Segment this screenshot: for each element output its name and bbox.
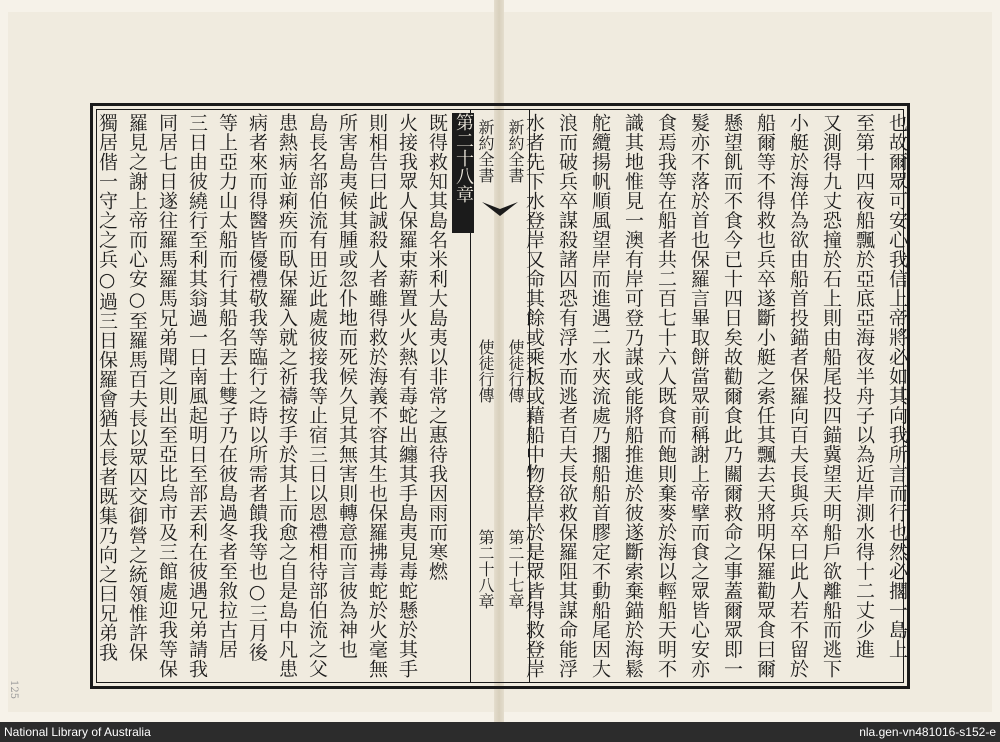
text-column: 也故爾眾可安心我信上帝將必如其向我所言而行也然必擱一島上 [886, 113, 908, 659]
folio-mark: 125 [8, 680, 19, 700]
text-column: 浪而破兵卒謀殺諸囚恐有浮水而逃者百夫長欲救保羅阻其謀命能浮 [556, 113, 578, 679]
text-column: 同居七日遂往羅馬羅馬兄弟聞之則出至亞比烏市及三館處迎我等保 [156, 113, 178, 679]
footer-identifier: nla.gen-vn481016-s152-e [859, 725, 996, 739]
text-column: 至第十四夜船飄於亞底亞海夜半舟子以為近岸測水得十二丈少進 [853, 113, 875, 659]
running-title-left: 新約全書 [476, 119, 495, 183]
center-fold-column [470, 109, 530, 683]
text-column: 又測得九丈恐撞於石上則由船尾投四錨冀望天明船戶欲離船而逃下 [820, 113, 842, 679]
text-column: 病者來而得醫皆優禮敬我等臨行之時以所需者饋我等也○三月後 [246, 113, 268, 662]
text-column: 船爾等不得救也兵卒遂斷小艇之索任其飄去天將明保羅勸眾食曰爾 [754, 113, 776, 679]
text-column: 火接我眾人保羅束薪置火火熱有毒蛇出纏其手島夷見毒蛇懸於其手 [396, 113, 418, 679]
text-column: 所害島夷候其腫或忽仆地而死候久見其無害則轉意而言彼為神也 [336, 113, 358, 659]
text-column: 獨居偕一守之之兵○過三日保羅會猶太長者既集乃向之曰兄弟我 [96, 113, 118, 662]
text-column: 髮亦不落於首也保羅言畢取餅當眾前稱謝上帝擘而食之眾皆心安亦 [688, 113, 710, 679]
chapter-heading: 第二十八章 [452, 113, 474, 233]
footer-bar [0, 722, 1000, 742]
fishtail-mark-icon [480, 200, 520, 218]
footer-library-name: National Library of Australia [4, 725, 151, 739]
chapter-label-left: 第二十八章 [476, 529, 495, 609]
section-title-left: 使徒行傳 [476, 339, 495, 403]
text-column: 小艇於海佯為欲由船首投錨者保羅向百夫長與兵卒曰此人若不留於 [787, 113, 809, 679]
text-column: 患熱病並痢疾而臥保羅入就之祈禱按手於其上而愈之自是島中凡患 [276, 113, 298, 679]
text-column: 則相告曰此誠殺人者雖得救於海義不容其生也保羅拂毒蛇於火毫無 [366, 113, 388, 679]
text-column: 既得救知其島名米利大島夷以非常之惠待我因雨而寒燃 [426, 113, 448, 581]
text-column: 舵纜揚帆順風望岸而進遇二水夾流處乃擱船船首膠定不動船尾因大 [589, 113, 611, 679]
text-column: 等上亞力山太船而行其船名丟士雙子乃在彼島過冬者至敘拉古居 [216, 113, 238, 659]
text-column: 食焉我等在船者共二百七十六人既食而飽則棄麥於海以輕船天明不 [655, 113, 677, 679]
text-column: 羅見之謝上帝而心安○至羅馬百夫長以眾囚交御營之統領惟許保 [126, 113, 148, 662]
text-column: 水者先下水登岸又命其餘或乘板或藉船中物登岸於是眾皆得救登岸 [523, 113, 545, 679]
text-column: 島長名部伯流有田近此處彼接我等止宿三日以恩禮相待部伯流之父 [306, 113, 328, 679]
text-column: 識其地惟見一澳有岸可登乃謀或能將船推進於彼遂斷索棄錨於海鬆 [622, 113, 644, 679]
text-column: 三日由彼繞行至利其翁過一日南風起明日至部丟利在彼遇兄弟請我 [186, 113, 208, 679]
text-column: 懸望飢而不食今已十四日矣故勸爾食此乃關爾救命之事蓋爾眾即一 [721, 113, 743, 679]
running-title-right: 新約全書 [506, 119, 525, 183]
chapter-label-right: 第二十七章 [506, 529, 525, 609]
section-title-right: 使徒行傳 [506, 339, 525, 403]
